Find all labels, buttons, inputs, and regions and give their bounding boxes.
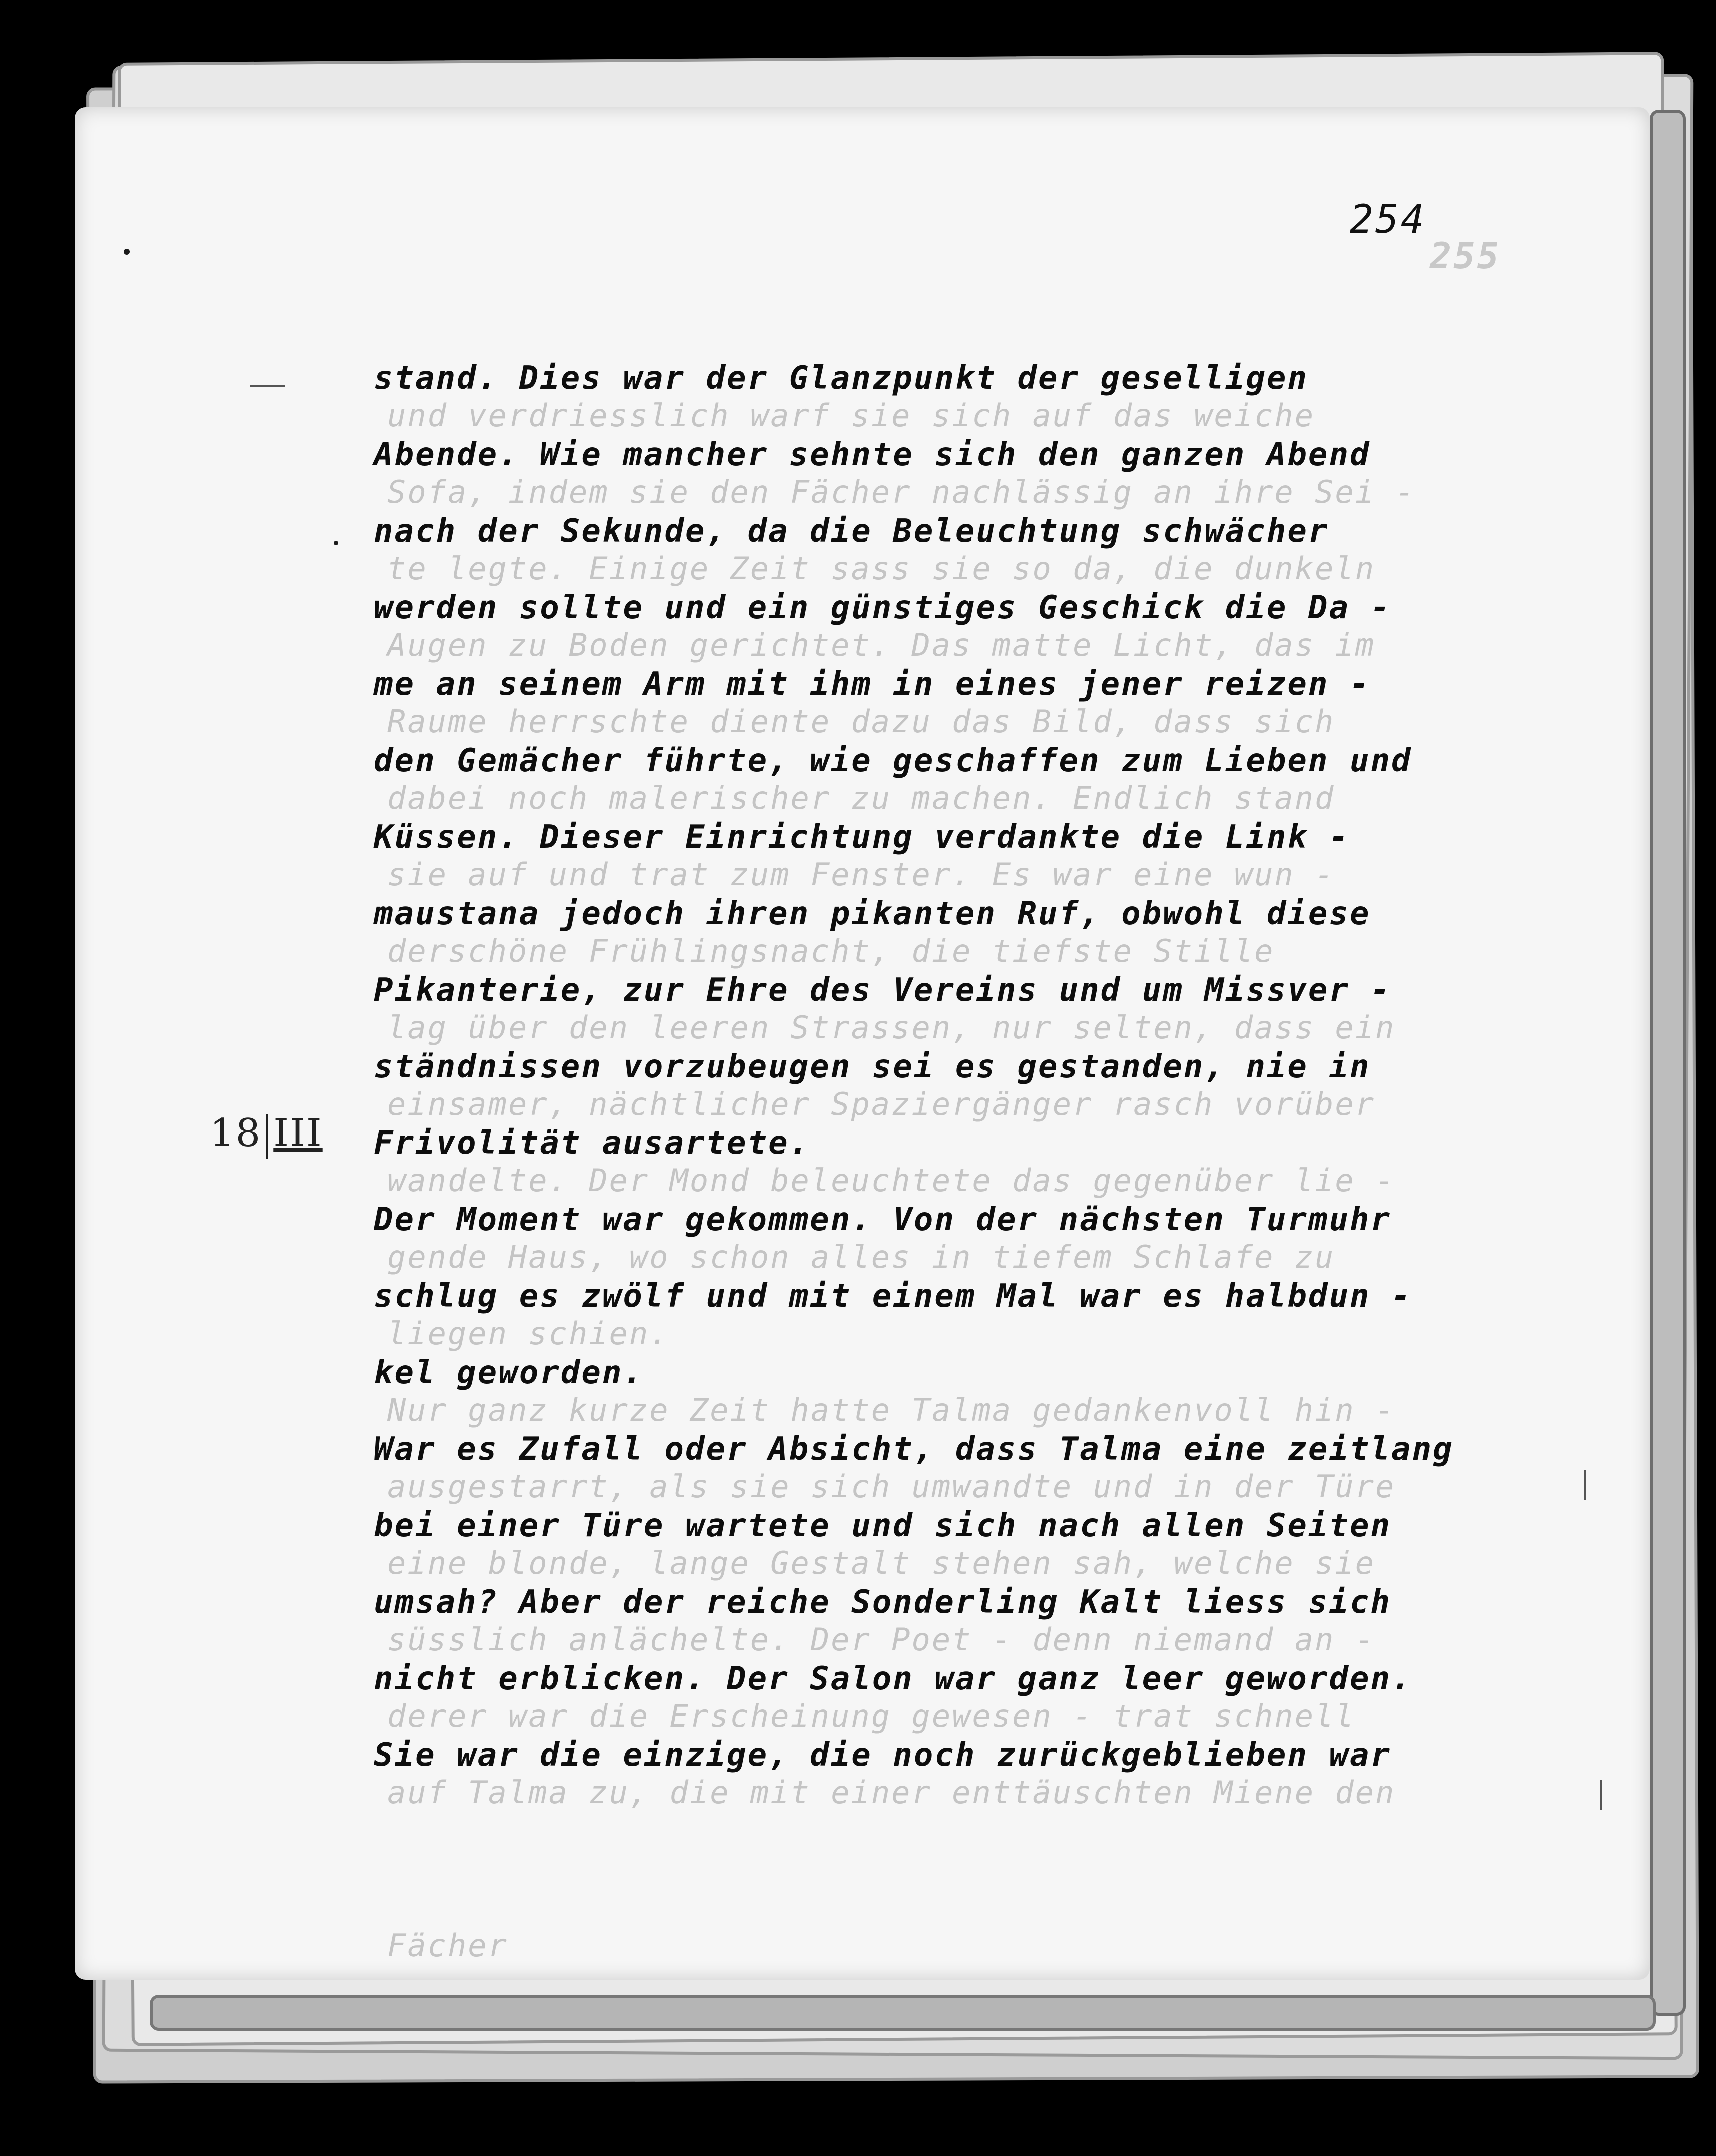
text-line: Sie war die einzige, die noch zurückgeblieben war [374, 1737, 1392, 1774]
speck [124, 249, 130, 255]
show-through-line: eine blonde, lange Gestalt stehen sah, welche sie [388, 1545, 1376, 1582]
text-line: ständnissen vorzubeugen sei es gestanden, nie in [374, 1048, 1371, 1086]
show-through-line: liegen schien. [388, 1316, 670, 1352]
show-through-line: lag über den leeren Strassen, nur selten, dass ein [388, 1010, 1396, 1046]
text-line: Frivolität ausartete. [374, 1125, 810, 1162]
show-through-line: und verdriesslich warf sie sich auf das weiche [388, 398, 1316, 434]
text-line: me an seinem Arm mit ihm in eines jener reizen - [374, 666, 1371, 703]
page-number: 254 [1350, 198, 1426, 242]
text-line: maustana jedoch ihren pikanten Ruf, obwohl diese [374, 896, 1371, 932]
handwritten-margin-note [210, 1111, 323, 1159]
text-line: werden sollte und ein günstiges Geschick die Da - [374, 590, 1392, 626]
text-line: Der Moment war gekommen. Von der nächsten Turmuhr [374, 1202, 1392, 1238]
show-through-line: Fächer [388, 1928, 508, 1964]
margin-tick [250, 385, 285, 387]
show-through-line: wandelte. Der Mond beleuchtete das gegenüber lie - [388, 1162, 1396, 1199]
show-through-line: dabei noch malerischer zu machen. Endlich stand [388, 780, 1336, 816]
text-line: kel geworden. [374, 1354, 644, 1392]
show-through-line: einsamer, nächtlicher Spaziergänger rasch vorüber [388, 1086, 1376, 1122]
text-line: Küssen. Dieser Einrichtung verdankte die Link - [374, 819, 1350, 856]
margin-note-roman: III [274, 1111, 323, 1156]
text-line: nicht erblicken. Der Salon war ganz leer geworden. [374, 1660, 1412, 1698]
text-line: den Gemächer führte, wie geschaffen zum Lieben und [374, 742, 1412, 780]
show-through-line: derschöne Frühlingsnacht, die tiefste Stille [388, 933, 1275, 970]
show-through-line: Sofa, indem sie den Fächer nachlässig an ihre Sei - [388, 474, 1416, 510]
show-through-page-number: 255 [1430, 235, 1502, 277]
text-line: nach der Sekunde, da die Beleuchtung schwächer [374, 513, 1330, 550]
text-line: bei einer Türe wartete und sich nach allen Seiten [374, 1508, 1392, 1544]
show-through-line: auf Talma zu, die mit einer enttäuschten Miene den [388, 1774, 1396, 1811]
show-through-line: ausgestarrt, als sie sich umwandte und in der Türe [388, 1468, 1396, 1505]
margin-tick [1584, 1470, 1586, 1500]
show-through-line: gende Haus, wo schon alles in tiefem Schlafe zu [388, 1239, 1336, 1276]
speck [334, 541, 338, 546]
text-line: schlug es zwölf und mit einem Mal war es halbdun - [374, 1278, 1412, 1315]
text-line: stand. Dies war der Glanzpunkt der geselligen [374, 360, 1308, 397]
show-through-line: Raume herrschte diente dazu das Bild, dass sich [388, 704, 1336, 740]
show-through-line: derer war die Erscheinung gewesen - trat schnell [388, 1698, 1356, 1734]
margin-note-number: 18 [210, 1111, 262, 1156]
show-through-line: sie auf und trat zum Fenster. Es war eine wun - [388, 856, 1336, 893]
text-line: Abende. Wie mancher sehnte sich den ganzen Abend [374, 436, 1371, 474]
show-through-line: Nur ganz kurze Zeit hatte Talma gedankenvoll hin - [388, 1392, 1396, 1428]
margin-tick [1600, 1780, 1602, 1810]
show-through-line: te legte. Einige Zeit sass sie so da, die dunkeln [388, 550, 1376, 587]
text-line: Pikanterie, zur Ehre des Vereins und um Missver - [374, 972, 1392, 1009]
text-line: umsah? Aber der reiche Sonderling Kalt liess sich [374, 1584, 1392, 1621]
text-line: War es Zufall oder Absicht, dass Talma eine zeitlang [374, 1431, 1454, 1468]
show-through-line: süsslich anlächelte. Der Poet - denn niemand an - [388, 1622, 1376, 1658]
margin-note-divider [266, 1114, 268, 1159]
show-through-line: Augen zu Boden gerichtet. Das matte Licht, das im [388, 627, 1376, 664]
